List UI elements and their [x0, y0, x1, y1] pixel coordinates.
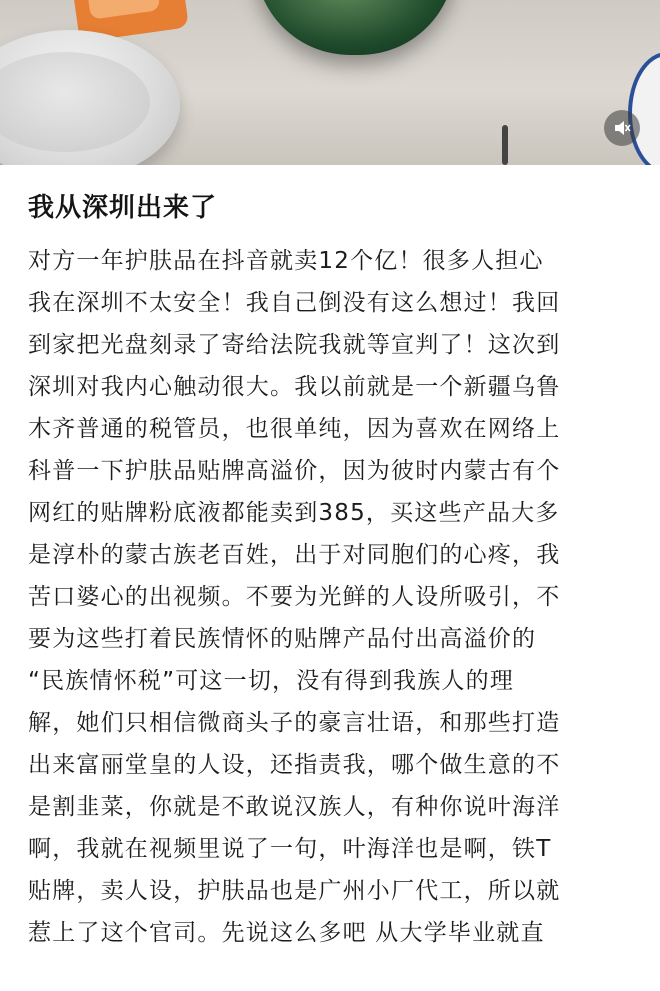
post-body-line: 深圳对我内心触动很大。我以前就是一个新疆乌鲁	[28, 374, 561, 400]
post-body-line: 惹上了这个官司。先说这么多吧 从大学毕业就直	[28, 920, 545, 946]
white-bowl	[0, 30, 180, 165]
post-body-line: 贴牌，卖人设，护肤品也是广州小厂代工，所以就	[28, 878, 561, 904]
post-body-line: 木齐普通的税管员，也很单纯，因为喜欢在网络上	[28, 416, 561, 442]
post-photo	[0, 0, 660, 165]
post-body-line: 解，她们只相信微商头子的豪言壮语，和那些打造	[28, 710, 561, 736]
post-body	[28, 240, 634, 954]
mute-toggle-button[interactable]	[604, 110, 640, 146]
chopstick	[502, 125, 508, 165]
blue-rim-cup	[628, 52, 660, 165]
white-bowl-inner	[0, 52, 150, 152]
post-body-line: 科普一下护肤品贴牌高溢价，因为彼时内蒙古有个	[28, 458, 561, 484]
post-body-line: 对方一年护肤品在抖音就卖12个亿！很多人担心	[28, 248, 544, 274]
post-title: 我从深圳出来了	[28, 193, 218, 223]
post-body-line: 出来富丽堂皇的人设，还指责我，哪个做生意的不	[28, 752, 561, 778]
speaker-muted-icon	[613, 119, 631, 137]
post-body-line: “民族情怀税”可这一切，没有得到我族人的理	[28, 668, 515, 694]
post-body-line: 啊，我就在视频里说了一句，叶海洋也是啊，铁T	[28, 836, 552, 862]
post-body-line: 要为这些打着民族情怀的贴牌产品付出高溢价的	[28, 626, 537, 652]
post-body-line: 网红的贴牌粉底液都能卖到385，买这些产品大多	[28, 500, 560, 526]
post-body-line: 是割韭菜，你就是不敢说汉族人，有种你说叶海洋	[28, 794, 561, 820]
post-body-line: 苦口婆心的出视频。不要为光鲜的人设所吸引，不	[28, 584, 561, 610]
post-body-line: 我在深圳不太安全！我自己倒没有这么想过！我回	[28, 290, 561, 316]
post-body-line: 是淳朴的蒙古族老百姓，出于对同胞们的心疼，我	[28, 542, 561, 568]
green-bottle	[255, 0, 455, 55]
post-body-line: 到家把光盘刻录了寄给法院我就等宣判了！这次到	[28, 332, 561, 358]
